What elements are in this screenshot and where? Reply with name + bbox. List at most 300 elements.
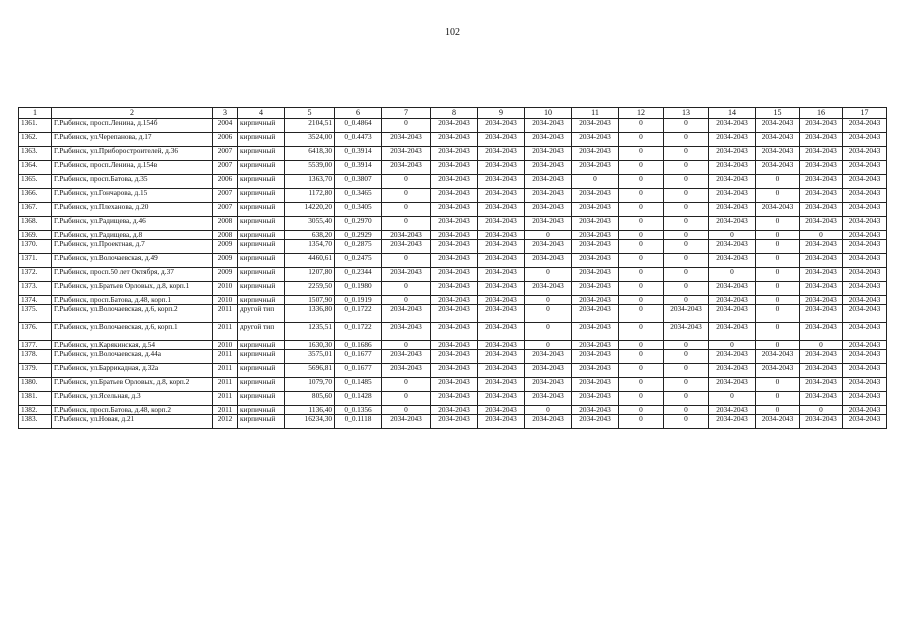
- period-col-7: 0: [382, 282, 431, 296]
- wall-material: кирпичный: [238, 392, 285, 406]
- year-built: 2011: [213, 350, 238, 364]
- year-built: 2008: [213, 231, 238, 240]
- period-col-7: 2034-2043: [382, 323, 431, 341]
- address: Г.Рыбинск, просп.50 лет Октября, д.37: [52, 268, 213, 282]
- area: 1507,90: [285, 296, 335, 305]
- period-col-7: 2034-2043: [382, 147, 431, 161]
- wear-coefficient: 0_0.1980: [335, 282, 382, 296]
- wear-coefficient: 0_0.3914: [335, 147, 382, 161]
- row-number: 1370.: [19, 240, 52, 254]
- period-col-13: 0: [664, 203, 709, 217]
- period-col-7: 0: [382, 189, 431, 203]
- column-header-1: 1: [19, 108, 52, 119]
- year-built: 2006: [213, 175, 238, 189]
- period-col-8: 2034-2043: [431, 217, 478, 231]
- period-col-8: 2034-2043: [431, 119, 478, 133]
- period-col-12: 0: [619, 378, 664, 392]
- period-col-9: 2034-2043: [478, 119, 525, 133]
- area: 805,60: [285, 392, 335, 406]
- row-number: 1365.: [19, 175, 52, 189]
- row-number: 1363.: [19, 147, 52, 161]
- period-col-11: 2034-2043: [572, 161, 619, 175]
- period-col-16: 2034-2043: [800, 189, 843, 203]
- period-col-11: 2034-2043: [572, 392, 619, 406]
- period-col-13: 0: [664, 268, 709, 282]
- period-col-16: 2034-2043: [800, 217, 843, 231]
- period-col-11: 0: [572, 175, 619, 189]
- period-col-17: 2034-2043: [843, 341, 887, 350]
- period-col-16: 2034-2043: [800, 240, 843, 254]
- area: 1235,51: [285, 323, 335, 341]
- period-col-10: 2034-2043: [525, 364, 572, 378]
- table-row: [19, 406, 887, 415]
- wear-coefficient: 0_0.1428: [335, 392, 382, 406]
- page-number: 102: [445, 27, 460, 38]
- period-col-14: 2034-2043: [709, 119, 756, 133]
- period-col-7: 2034-2043: [382, 268, 431, 282]
- period-col-16: 2034-2043: [800, 254, 843, 268]
- table-row: [19, 305, 887, 323]
- table-row: [19, 282, 887, 296]
- period-col-9: 2034-2043: [478, 378, 525, 392]
- period-col-7: 0: [382, 378, 431, 392]
- wear-coefficient: 0_0.1677: [335, 364, 382, 378]
- period-col-9: 2034-2043: [478, 305, 525, 323]
- row-number: 1372.: [19, 268, 52, 282]
- table-row: [19, 217, 887, 231]
- period-col-9: 2034-2043: [478, 282, 525, 296]
- period-col-7: 0: [382, 406, 431, 415]
- table-row: [19, 268, 887, 282]
- year-built: 2004: [213, 119, 238, 133]
- period-col-17: 2034-2043: [843, 254, 887, 268]
- area: 6418,30: [285, 147, 335, 161]
- period-col-13: 0: [664, 378, 709, 392]
- period-col-9: 2034-2043: [478, 217, 525, 231]
- year-built: 2006: [213, 133, 238, 147]
- period-col-7: 2034-2043: [382, 350, 431, 364]
- period-col-17: 2034-2043: [843, 240, 887, 254]
- wall-material: кирпичный: [238, 350, 285, 364]
- period-col-16: 2034-2043: [800, 392, 843, 406]
- period-col-9: 2034-2043: [478, 240, 525, 254]
- period-col-14: 2034-2043: [709, 147, 756, 161]
- period-col-10: 0: [525, 305, 572, 323]
- row-number: 1377.: [19, 341, 52, 350]
- wear-coefficient: 0_0.3465: [335, 189, 382, 203]
- wall-material: кирпичный: [238, 147, 285, 161]
- period-col-7: 2034-2043: [382, 364, 431, 378]
- period-col-7: 0: [382, 254, 431, 268]
- period-col-12: 0: [619, 254, 664, 268]
- period-col-10: 0: [525, 406, 572, 415]
- period-col-17: 2034-2043: [843, 296, 887, 305]
- period-col-14: 2034-2043: [709, 406, 756, 415]
- period-col-11: 2034-2043: [572, 147, 619, 161]
- period-col-17: 2034-2043: [843, 203, 887, 217]
- period-col-14: 2034-2043: [709, 282, 756, 296]
- period-col-17: 2034-2043: [843, 406, 887, 415]
- area: 1354,70: [285, 240, 335, 254]
- address: Г.Рыбинск, ул.Братьев Орловых, д.8, корп.1: [52, 282, 213, 296]
- period-col-16: 0: [800, 406, 843, 415]
- period-col-7: 0: [382, 203, 431, 217]
- period-col-13: 0: [664, 189, 709, 203]
- period-col-15: 0: [756, 254, 800, 268]
- period-col-14: 0: [709, 392, 756, 406]
- period-col-13: 0: [664, 392, 709, 406]
- period-col-9: 2034-2043: [478, 133, 525, 147]
- wear-coefficient: 0_0.2970: [335, 217, 382, 231]
- row-number: 1362.: [19, 133, 52, 147]
- address: Г.Рыбинск, просп.Ленина, д.154б: [52, 119, 213, 133]
- year-built: 2008: [213, 217, 238, 231]
- period-col-10: 2034-2043: [525, 161, 572, 175]
- column-header-14: 14: [709, 108, 756, 119]
- period-col-14: 0: [709, 231, 756, 240]
- address: Г.Рыбинск, ул.Гончарова, д.15: [52, 189, 213, 203]
- period-col-14: 2034-2043: [709, 133, 756, 147]
- column-header-16: 16: [800, 108, 843, 119]
- period-col-7: 0: [382, 392, 431, 406]
- area: 14220,20: [285, 203, 335, 217]
- period-col-14: 2034-2043: [709, 350, 756, 364]
- wear-coefficient: 0_0.1356: [335, 406, 382, 415]
- address: Г.Рыбинск, ул.Карякинская, д.54: [52, 341, 213, 350]
- period-col-15: 0: [756, 240, 800, 254]
- table-row: [19, 231, 887, 240]
- area: 1136,40: [285, 406, 335, 415]
- housing-register-table: [18, 107, 887, 429]
- period-col-9: 2034-2043: [478, 161, 525, 175]
- period-col-14: 2034-2043: [709, 364, 756, 378]
- wear-coefficient: 0_0.1722: [335, 323, 382, 341]
- period-col-13: 0: [664, 147, 709, 161]
- period-col-15: 2034-2043: [756, 364, 800, 378]
- period-col-12: 0: [619, 350, 664, 364]
- period-col-11: 2034-2043: [572, 378, 619, 392]
- column-header-12: 12: [619, 108, 664, 119]
- period-col-15: 0: [756, 323, 800, 341]
- period-col-11: 2034-2043: [572, 119, 619, 133]
- period-col-17: 2034-2043: [843, 268, 887, 282]
- address: Г.Рыбинск, просп.Батова, д.48, корп.1: [52, 296, 213, 305]
- period-col-8: 2034-2043: [431, 406, 478, 415]
- period-col-11: 2034-2043: [572, 364, 619, 378]
- wall-material: кирпичный: [238, 282, 285, 296]
- area: 5696,81: [285, 364, 335, 378]
- period-col-16: 2034-2043: [800, 282, 843, 296]
- period-col-11: 2034-2043: [572, 254, 619, 268]
- column-header-9: 9: [478, 108, 525, 119]
- period-col-9: 2034-2043: [478, 350, 525, 364]
- period-col-14: 2034-2043: [709, 378, 756, 392]
- period-col-13: 0: [664, 282, 709, 296]
- period-col-15: 2034-2043: [756, 161, 800, 175]
- period-col-10: 2034-2043: [525, 203, 572, 217]
- period-col-12: 0: [619, 364, 664, 378]
- row-number: 1373.: [19, 282, 52, 296]
- period-col-16: 2034-2043: [800, 203, 843, 217]
- period-col-8: 2034-2043: [431, 240, 478, 254]
- period-col-8: 2034-2043: [431, 350, 478, 364]
- period-col-13: 0: [664, 350, 709, 364]
- table-row: [19, 161, 887, 175]
- table-row: [19, 341, 887, 350]
- period-col-11: 2034-2043: [572, 341, 619, 350]
- wear-coefficient: 0_0.2929: [335, 231, 382, 240]
- period-col-16: 2034-2043: [800, 415, 843, 429]
- period-col-15: 0: [756, 341, 800, 350]
- period-col-15: 0: [756, 296, 800, 305]
- period-col-7: 2034-2043: [382, 231, 431, 240]
- period-col-7: 2034-2043: [382, 305, 431, 323]
- period-col-16: 0: [800, 341, 843, 350]
- wear-coefficient: 0_0.2875: [335, 240, 382, 254]
- year-built: 2009: [213, 240, 238, 254]
- period-col-15: 2034-2043: [756, 147, 800, 161]
- period-col-11: 2034-2043: [572, 323, 619, 341]
- period-col-10: 0: [525, 296, 572, 305]
- table-row: [19, 392, 887, 406]
- period-col-11: 2034-2043: [572, 133, 619, 147]
- wall-material: кирпичный: [238, 378, 285, 392]
- table-row: [19, 364, 887, 378]
- table-row: [19, 203, 887, 217]
- row-number: 1380.: [19, 378, 52, 392]
- year-built: 2007: [213, 189, 238, 203]
- period-col-11: 2034-2043: [572, 189, 619, 203]
- period-col-7: 2034-2043: [382, 415, 431, 429]
- period-col-14: 2034-2043: [709, 217, 756, 231]
- period-col-17: 2034-2043: [843, 147, 887, 161]
- period-col-11: 2034-2043: [572, 217, 619, 231]
- period-col-17: 2034-2043: [843, 282, 887, 296]
- year-built: 2011: [213, 305, 238, 323]
- wear-coefficient: 0_0.1485: [335, 378, 382, 392]
- period-col-14: 2034-2043: [709, 254, 756, 268]
- period-col-12: 0: [619, 268, 664, 282]
- period-col-15: 2034-2043: [756, 133, 800, 147]
- period-col-16: 2034-2043: [800, 175, 843, 189]
- wall-material: кирпичный: [238, 268, 285, 282]
- period-col-8: 2034-2043: [431, 323, 478, 341]
- period-col-15: 0: [756, 378, 800, 392]
- row-number: 1383.: [19, 415, 52, 429]
- period-col-7: 0: [382, 175, 431, 189]
- column-header-15: 15: [756, 108, 800, 119]
- wall-material: кирпичный: [238, 119, 285, 133]
- period-col-8: 2034-2043: [431, 268, 478, 282]
- row-number: 1371.: [19, 254, 52, 268]
- wall-material: кирпичный: [238, 161, 285, 175]
- table-row: [19, 350, 887, 364]
- period-col-11: 2034-2043: [572, 203, 619, 217]
- period-col-16: 2034-2043: [800, 161, 843, 175]
- area: 638,20: [285, 231, 335, 240]
- period-col-12: 0: [619, 189, 664, 203]
- register-body: [19, 119, 887, 429]
- period-col-8: 2034-2043: [431, 203, 478, 217]
- period-col-8: 2034-2043: [431, 231, 478, 240]
- period-col-9: 2034-2043: [478, 189, 525, 203]
- area: 1079,70: [285, 378, 335, 392]
- row-number: 1375.: [19, 305, 52, 323]
- address: Г.Рыбинск, ул.Баррикадная, д.32а: [52, 364, 213, 378]
- period-col-11: 2034-2043: [572, 282, 619, 296]
- period-col-12: 0: [619, 203, 664, 217]
- period-col-9: 2034-2043: [478, 415, 525, 429]
- wear-coefficient: 0_0.1686: [335, 341, 382, 350]
- period-col-12: 0: [619, 406, 664, 415]
- period-col-16: 0: [800, 231, 843, 240]
- year-built: 2010: [213, 341, 238, 350]
- period-col-10: 2034-2043: [525, 254, 572, 268]
- period-col-10: 2034-2043: [525, 240, 572, 254]
- table-row: [19, 296, 887, 305]
- period-col-12: 0: [619, 147, 664, 161]
- period-col-15: 0: [756, 282, 800, 296]
- row-number: 1381.: [19, 392, 52, 406]
- period-col-13: 0: [664, 296, 709, 305]
- period-col-13: 0: [664, 254, 709, 268]
- period-col-17: 2034-2043: [843, 305, 887, 323]
- period-col-12: 0: [619, 282, 664, 296]
- period-col-15: 0: [756, 189, 800, 203]
- period-col-17: 2034-2043: [843, 231, 887, 240]
- period-col-12: 0: [619, 133, 664, 147]
- period-col-7: 0: [382, 296, 431, 305]
- column-header-7: 7: [382, 108, 431, 119]
- period-col-13: 0: [664, 231, 709, 240]
- period-col-15: 0: [756, 231, 800, 240]
- column-header-13: 13: [664, 108, 709, 119]
- period-col-9: 2034-2043: [478, 175, 525, 189]
- period-col-15: 2034-2043: [756, 415, 800, 429]
- period-col-11: 2034-2043: [572, 406, 619, 415]
- period-col-15: 0: [756, 392, 800, 406]
- period-col-14: 2034-2043: [709, 189, 756, 203]
- period-col-17: 2034-2043: [843, 323, 887, 341]
- period-col-8: 2034-2043: [431, 341, 478, 350]
- address: Г.Рыбинск, просп.Батова, д.35: [52, 175, 213, 189]
- period-col-11: 2034-2043: [572, 296, 619, 305]
- period-col-8: 2034-2043: [431, 254, 478, 268]
- period-col-12: 0: [619, 392, 664, 406]
- year-built: 2009: [213, 254, 238, 268]
- period-col-14: 2034-2043: [709, 175, 756, 189]
- period-col-14: 2034-2043: [709, 415, 756, 429]
- row-number: 1367.: [19, 203, 52, 217]
- address: Г.Рыбинск, просп.Ленина, д.154в: [52, 161, 213, 175]
- address: Г.Рыбинск, ул.Черепанова, д.17: [52, 133, 213, 147]
- period-col-15: 0: [756, 217, 800, 231]
- period-col-12: 0: [619, 323, 664, 341]
- wall-material: кирпичный: [238, 189, 285, 203]
- wall-material: кирпичный: [238, 133, 285, 147]
- address: Г.Рыбинск, ул.Братьев Орловых, д.8, корп.2: [52, 378, 213, 392]
- period-col-10: 2034-2043: [525, 133, 572, 147]
- period-col-16: 2034-2043: [800, 133, 843, 147]
- period-col-14: 0: [709, 268, 756, 282]
- period-col-8: 2034-2043: [431, 282, 478, 296]
- address: Г.Рыбинск, ул.Приборостроителей, д.36: [52, 147, 213, 161]
- period-col-16: 2034-2043: [800, 364, 843, 378]
- column-number-header-row: [19, 108, 887, 119]
- area: 1207,80: [285, 268, 335, 282]
- area: 1172,80: [285, 189, 335, 203]
- period-col-9: 2034-2043: [478, 392, 525, 406]
- period-col-8: 2034-2043: [431, 305, 478, 323]
- period-col-13: 0: [664, 240, 709, 254]
- period-col-13: 0: [664, 364, 709, 378]
- period-col-7: 2034-2043: [382, 240, 431, 254]
- address: Г.Рыбинск, ул.Радищева, д.46: [52, 217, 213, 231]
- period-col-8: 2034-2043: [431, 378, 478, 392]
- row-number: 1368.: [19, 217, 52, 231]
- period-col-15: 2034-2043: [756, 203, 800, 217]
- year-built: 2011: [213, 392, 238, 406]
- period-col-17: 2034-2043: [843, 119, 887, 133]
- row-number: 1382.: [19, 406, 52, 415]
- period-col-10: 2034-2043: [525, 415, 572, 429]
- wall-material: кирпичный: [238, 415, 285, 429]
- period-col-12: 0: [619, 305, 664, 323]
- period-col-10: 2034-2043: [525, 147, 572, 161]
- period-col-9: 2034-2043: [478, 364, 525, 378]
- column-header-10: 10: [525, 108, 572, 119]
- area: 1363,70: [285, 175, 335, 189]
- column-header-11: 11: [572, 108, 619, 119]
- year-built: 2007: [213, 147, 238, 161]
- period-col-11: 2034-2043: [572, 268, 619, 282]
- address: Г.Рыбинск, ул.Проектная, д.7: [52, 240, 213, 254]
- period-col-13: 0: [664, 161, 709, 175]
- period-col-10: 2034-2043: [525, 378, 572, 392]
- period-col-12: 0: [619, 415, 664, 429]
- wall-material: кирпичный: [238, 217, 285, 231]
- period-col-13: 0: [664, 217, 709, 231]
- period-col-12: 0: [619, 296, 664, 305]
- area: 3575,01: [285, 350, 335, 364]
- period-col-14: 0: [709, 341, 756, 350]
- period-col-16: 2034-2043: [800, 350, 843, 364]
- period-col-9: 2034-2043: [478, 323, 525, 341]
- period-col-9: 2034-2043: [478, 147, 525, 161]
- area: 3055,40: [285, 217, 335, 231]
- area: 4460,61: [285, 254, 335, 268]
- table-row: [19, 133, 887, 147]
- period-col-12: 0: [619, 119, 664, 133]
- period-col-12: 0: [619, 240, 664, 254]
- period-col-15: 0: [756, 305, 800, 323]
- wall-material: кирпичный: [238, 364, 285, 378]
- period-col-10: 0: [525, 268, 572, 282]
- area: 5539,00: [285, 161, 335, 175]
- wear-coefficient: 0_0.2475: [335, 254, 382, 268]
- table-row: [19, 189, 887, 203]
- row-number: 1376.: [19, 323, 52, 341]
- period-col-17: 2034-2043: [843, 364, 887, 378]
- period-col-12: 0: [619, 175, 664, 189]
- column-header-3: 3: [213, 108, 238, 119]
- year-built: 2010: [213, 282, 238, 296]
- period-col-10: 2034-2043: [525, 392, 572, 406]
- period-col-13: 2034-2043: [664, 323, 709, 341]
- period-col-13: 0: [664, 133, 709, 147]
- period-col-8: 2034-2043: [431, 296, 478, 305]
- period-col-15: 2034-2043: [756, 119, 800, 133]
